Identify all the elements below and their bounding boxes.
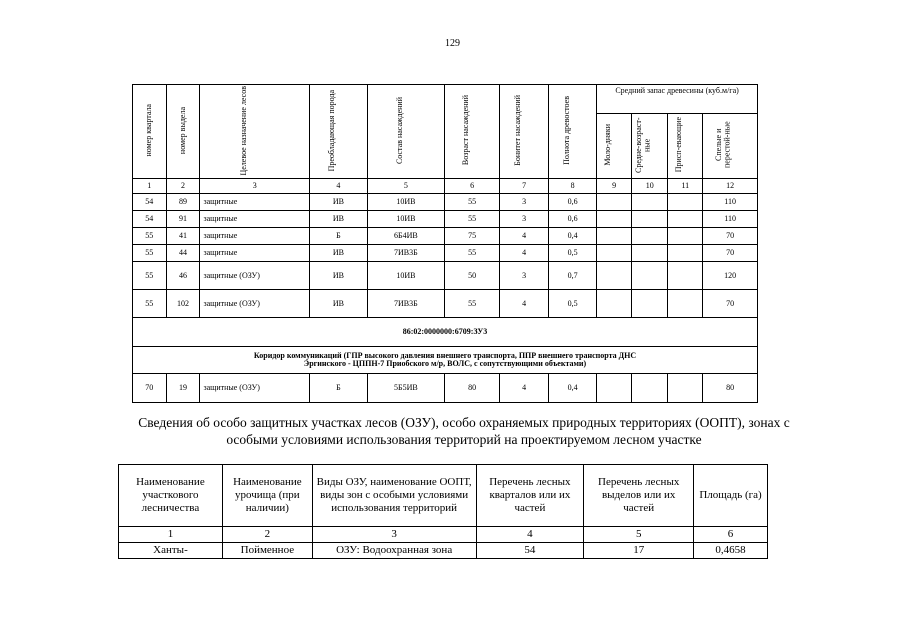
column-number: 7	[500, 179, 549, 194]
table-cell: 0,5	[549, 290, 597, 318]
table-row	[133, 228, 758, 245]
table-cell: 0,4658	[694, 543, 768, 559]
header-polnota: Полнота древостоев	[549, 85, 597, 179]
column-number: 6	[445, 179, 500, 194]
table-cell: 55	[133, 290, 167, 318]
table-cell: 54	[133, 211, 167, 228]
table-cell	[668, 262, 703, 290]
table-cell	[632, 228, 668, 245]
table-row	[133, 290, 758, 318]
ozu-oopt-table	[118, 464, 768, 559]
column-number: 1	[119, 527, 223, 543]
table-cell: 70	[703, 245, 758, 262]
table-cell	[632, 374, 668, 403]
header-zapas-group: Средний запас древесины (куб.м/га)	[597, 85, 758, 114]
table-cell: 54	[133, 194, 167, 211]
table-cell	[632, 245, 668, 262]
header-spelye: Спелые и перестой-ные	[703, 114, 758, 179]
table-cell: защитные	[200, 194, 310, 211]
table-row	[133, 194, 758, 211]
table-cell	[597, 211, 632, 228]
column-number-row	[133, 179, 758, 194]
column-number: 10	[632, 179, 668, 194]
header-molodnyaki: Моло-дняки	[597, 114, 632, 179]
corridor-description: Коридор коммуникаций (ГПР высокого давления внешнего транспорта, ППР внешнего транспорта ДНС Эргинского - ЦППН-7 Приобского м/р, ВОЛС, с сопутствующими объектами)	[133, 347, 758, 374]
table-cell: 0,4	[549, 228, 597, 245]
column-number: 3	[200, 179, 310, 194]
table-cell: 10ИВ	[367, 194, 444, 211]
table-cell	[632, 211, 668, 228]
table-cell: ОЗУ: Водоохранная зона	[312, 543, 476, 559]
cadastral-number: 86:02:0000000:6709:ЗУ3	[133, 318, 758, 347]
table-row	[133, 262, 758, 290]
table-cell: 4	[500, 245, 549, 262]
table-cell: ИВ	[310, 211, 368, 228]
table-cell: ИВ	[310, 194, 368, 211]
table-cell: защитные	[200, 211, 310, 228]
table-cell	[597, 290, 632, 318]
table-cell: 80	[703, 374, 758, 403]
table-cell: 0,6	[549, 194, 597, 211]
header-vozrast: Возраст насаждений	[445, 85, 500, 179]
table-cell: 3	[500, 211, 549, 228]
table-cell: 0,5	[549, 245, 597, 262]
table-cell: 75	[445, 228, 500, 245]
table-cell	[632, 290, 668, 318]
table-cell: 6Б4ИВ	[367, 228, 444, 245]
table-cell: ИВ	[310, 245, 368, 262]
table-cell: 10ИВ	[367, 211, 444, 228]
table-cell	[597, 194, 632, 211]
table-cell: 89	[166, 194, 200, 211]
column-header: Перечень лесных кварталов или их частей	[476, 465, 584, 527]
table-cell: 0,7	[549, 262, 597, 290]
column-header: Виды ОЗУ, наименование ООПТ, виды зон с особыми условиями использования территорий	[312, 465, 476, 527]
column-header: Наименование урочища (при наличии)	[222, 465, 312, 527]
table-cell: 19	[166, 374, 200, 403]
header-sostav: Состав насаждений	[367, 85, 444, 179]
table-cell: 55	[445, 245, 500, 262]
table-cell: 4	[500, 374, 549, 403]
table-cell: 7ИВ3Б	[367, 245, 444, 262]
table-cell	[668, 374, 703, 403]
table-cell: 55	[133, 262, 167, 290]
header-prispevayushie: Присп-евающие	[668, 114, 703, 179]
table-cell: защитные (ОЗУ)	[200, 290, 310, 318]
table-cell: 3	[500, 262, 549, 290]
table-cell: 110	[703, 211, 758, 228]
table-cell: 10ИВ	[367, 262, 444, 290]
table-cell: 55	[133, 245, 167, 262]
table-cell	[597, 228, 632, 245]
table-row	[133, 211, 758, 228]
table-cell: 54	[476, 543, 584, 559]
header-bonitet: Бонитет насаждений	[500, 85, 549, 179]
table-cell: 46	[166, 262, 200, 290]
table-cell	[597, 245, 632, 262]
table-cell: защитные	[200, 228, 310, 245]
table-cell: 55	[445, 211, 500, 228]
table-cell: 80	[445, 374, 500, 403]
table-cell: 17	[584, 543, 694, 559]
header-naznachenie: Целевое назначение лесов	[200, 85, 310, 179]
table-cell	[668, 194, 703, 211]
table-cell: 4	[500, 228, 549, 245]
forest-inventory-table	[132, 84, 758, 403]
column-number: 4	[310, 179, 368, 194]
table-cell: 70	[133, 374, 167, 403]
table-cell: 41	[166, 228, 200, 245]
table-cell: 110	[703, 194, 758, 211]
table-cell: Б	[310, 374, 368, 403]
column-number: 11	[668, 179, 703, 194]
table-cell: 120	[703, 262, 758, 290]
table-cell: защитные (ОЗУ)	[200, 374, 310, 403]
table-cell	[668, 245, 703, 262]
table-cell: 70	[703, 290, 758, 318]
table-cell	[597, 262, 632, 290]
table-cell: 0,6	[549, 211, 597, 228]
table-cell	[632, 262, 668, 290]
table-cell	[597, 374, 632, 403]
column-number: 1	[133, 179, 167, 194]
table-cell: 44	[166, 245, 200, 262]
column-number: 3	[312, 527, 476, 543]
column-number: 12	[703, 179, 758, 194]
header-srednevozrast: Средне-возраст-ные	[632, 114, 668, 179]
table-cell: 3	[500, 194, 549, 211]
table-cell: 55	[133, 228, 167, 245]
table-cell: Б	[310, 228, 368, 245]
table-cell	[668, 211, 703, 228]
table-cell: 7ИВ3Б	[367, 290, 444, 318]
column-number: 8	[549, 179, 597, 194]
column-number-row	[119, 527, 768, 543]
header-row	[119, 465, 768, 527]
column-number: 2	[166, 179, 200, 194]
table-cell: 70	[703, 228, 758, 245]
table-cell	[668, 290, 703, 318]
table-cell: 55	[445, 290, 500, 318]
table-cell: 55	[445, 194, 500, 211]
table-cell: 91	[166, 211, 200, 228]
table-cell: ИВ	[310, 262, 368, 290]
table-cell: 0,4	[549, 374, 597, 403]
table-row	[133, 374, 758, 403]
table-cell: 102	[166, 290, 200, 318]
table-cell: Пойменное	[222, 543, 312, 559]
table-cell: защитные	[200, 245, 310, 262]
header-poroda: Преобладающая порода	[310, 85, 368, 179]
page-number: 129	[445, 38, 460, 49]
section-caption: Сведения об особо защитных участках лесов (ОЗУ), особо охраняемых природных территориях (ООПТ), зонах с особыми условиями использования территорий на проектируемом лесном участке	[138, 415, 790, 447]
header-kvartal: номер квартала	[133, 85, 167, 179]
table-cell: 50	[445, 262, 500, 290]
table-cell: ИВ	[310, 290, 368, 318]
column-header: Площадь (га)	[694, 465, 768, 527]
column-number: 9	[597, 179, 632, 194]
table-cell	[632, 194, 668, 211]
header-vydel: номер выдела	[166, 85, 200, 179]
table-cell: Ханты-	[119, 543, 223, 559]
table-cell	[668, 228, 703, 245]
table-row	[119, 543, 768, 559]
table-row	[133, 245, 758, 262]
column-number: 2	[222, 527, 312, 543]
column-number: 6	[694, 527, 768, 543]
table-cell: защитные (ОЗУ)	[200, 262, 310, 290]
table-cell: 4	[500, 290, 549, 318]
column-number: 4	[476, 527, 584, 543]
column-header: Наименование участкового лесничества	[119, 465, 223, 527]
table-cell: 5Б5ИВ	[367, 374, 444, 403]
column-number: 5	[584, 527, 694, 543]
column-number: 5	[367, 179, 444, 194]
column-header: Перечень лесных выделов или их частей	[584, 465, 694, 527]
